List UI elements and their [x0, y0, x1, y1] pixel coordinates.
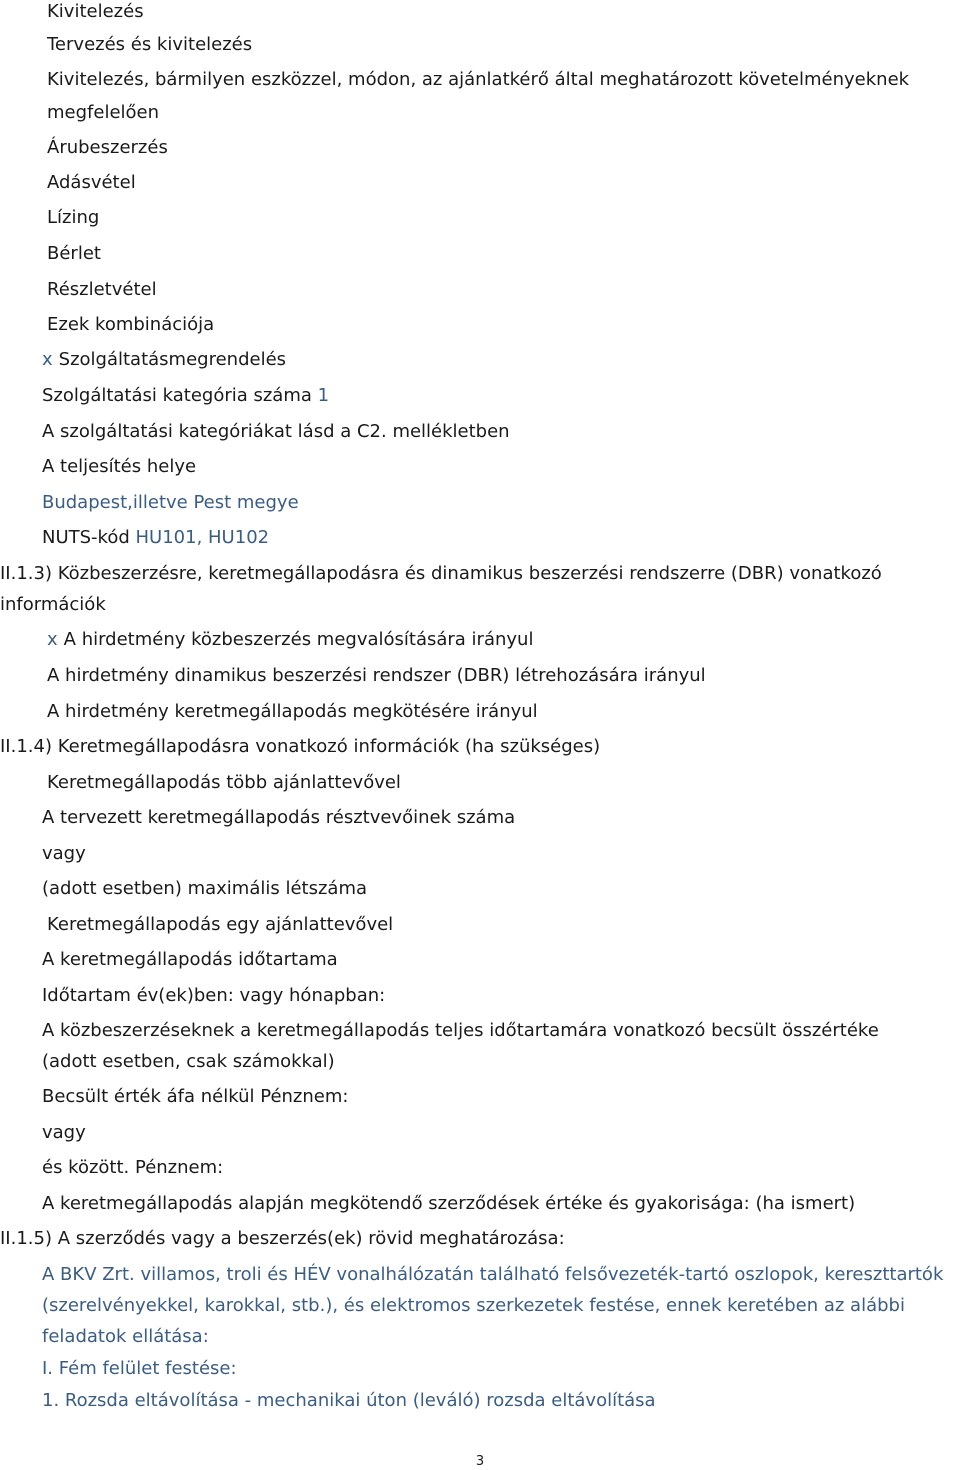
option-berlet: Bérlet [47, 243, 101, 264]
idotartam-evben-label: Időtartam év(ek)ben: vagy hónapban: [42, 985, 386, 1006]
becsult-ertek-label: Becsült érték áfa nélkül Pénznem: [42, 1086, 349, 1107]
szerzodesek-erteke-label: A keretmegállapodás alapján megkötendő szerződések értéke és gyakorisága: (ha ismert) [42, 1193, 856, 1214]
kategoria-label: Szolgáltatási kategória száma [42, 385, 312, 406]
vagy-label-2: vagy [42, 1122, 86, 1143]
option-hirdetmeny-kozbeszerzes [47, 628, 533, 652]
nuts-value: HU101, HU102 [135, 527, 270, 548]
teljesites-label: A teljesítés helye [42, 456, 197, 477]
hirdetmeny-kozbeszerzes-label: A hirdetmény közbeszerzés megvalósítására irányul [63, 629, 534, 650]
option-kivitelezes: Kivitelezés [47, 1, 144, 22]
option-kombinacio: Ezek kombinációja [47, 314, 215, 335]
option-arubeszerzes: Árubeszerzés [47, 137, 168, 158]
kategoria-row [42, 384, 329, 408]
checked-mark: x [42, 349, 53, 370]
kategoria-value: 1 [317, 385, 330, 406]
option-keret-tobb: Keretmegállapodás több ajánlattevővel [47, 772, 401, 793]
section-heading-114: II.1.4) Keretmegállapodásra vonatkozó információk (ha szükséges) [0, 736, 601, 757]
leiras-line4: I. Fém felület festése: [42, 1358, 237, 1379]
idotartam-label: A keretmegállapodás időtartama [42, 949, 338, 970]
checked-mark: x [47, 629, 58, 650]
szolgaltatasmegrendeles-label: Szolgáltatásmegrendelés [58, 349, 287, 370]
leiras-line2: (szerelvényekkel, karokkal, stb.), és elektromos szerkezetek festése, ennek keretében az alábbi [42, 1295, 905, 1316]
es-kozott-label: és között. Pénznem: [42, 1157, 224, 1178]
section-heading-115: II.1.5) A szerződés vagy a beszerzés(ek) rövid meghatározása: [0, 1228, 565, 1249]
option-kivitelezes-barmilyen-line2: megfelelően [47, 102, 160, 123]
becsult-osszertek-line2: (adott esetben, csak számokkal) [42, 1051, 335, 1072]
option-szolgaltatasmegrendeles [42, 348, 286, 372]
option-hirdetmeny-keret: A hirdetmény keretmegállapodás megkötésére irányul [47, 701, 538, 722]
option-adasvetel: Adásvétel [47, 172, 136, 193]
nuts-row [42, 526, 269, 550]
option-lizing: Lízing [47, 207, 100, 228]
option-tervezes-es-kivitelezes: Tervezés és kivitelezés [47, 34, 253, 55]
option-keret-egy: Keretmegállapodás egy ajánlattevővel [47, 914, 394, 935]
resztvevok-szama-label: A tervezett keretmegállapodás résztvevőinek száma [42, 807, 516, 828]
leiras-line3: feladatok ellátása: [42, 1326, 209, 1347]
becsult-osszertek-line1: A közbeszerzéseknek a keretmegállapodás teljes időtartamára vonatkozó becsült összértéke [42, 1020, 879, 1041]
option-hirdetmeny-dbr: A hirdetmény dinamikus beszerzési rendszer (DBR) létrehozására irányul [47, 665, 706, 686]
leiras-line5: 1. Rozsda eltávolítása - mechanikai úton (leváló) rozsda eltávolítása [42, 1390, 656, 1411]
leiras-line1: A BKV Zrt. villamos, troli és HÉV vonalhálózatán található felsővezeték-tartó oszlopok, kereszttartók [42, 1264, 944, 1285]
teljesites-value: Budapest,illetve Pest megye [42, 492, 299, 513]
section-heading-113-line2: információk [0, 594, 106, 615]
kategoria-note: A szolgáltatási kategóriákat lásd a C2. mellékletben [42, 421, 510, 442]
page-number: 3 [475, 1454, 485, 1469]
maximalis-letszam-label: (adott esetben) maximális létszáma [42, 878, 368, 899]
vagy-label-1: vagy [42, 843, 86, 864]
option-kivitelezes-barmilyen-line1: Kivitelezés, bármilyen eszközzel, módon, az ajánlatkérő által meghatározott követelményeknek [47, 69, 910, 90]
option-reszletvetel: Részletvétel [47, 279, 157, 300]
section-heading-113-line1: II.1.3) Közbeszerzésre, keretmegállapodásra és dinamikus beszerzési rendszerre (DBR) vonatkozó [0, 563, 882, 584]
nuts-label: NUTS-kód [42, 527, 130, 548]
